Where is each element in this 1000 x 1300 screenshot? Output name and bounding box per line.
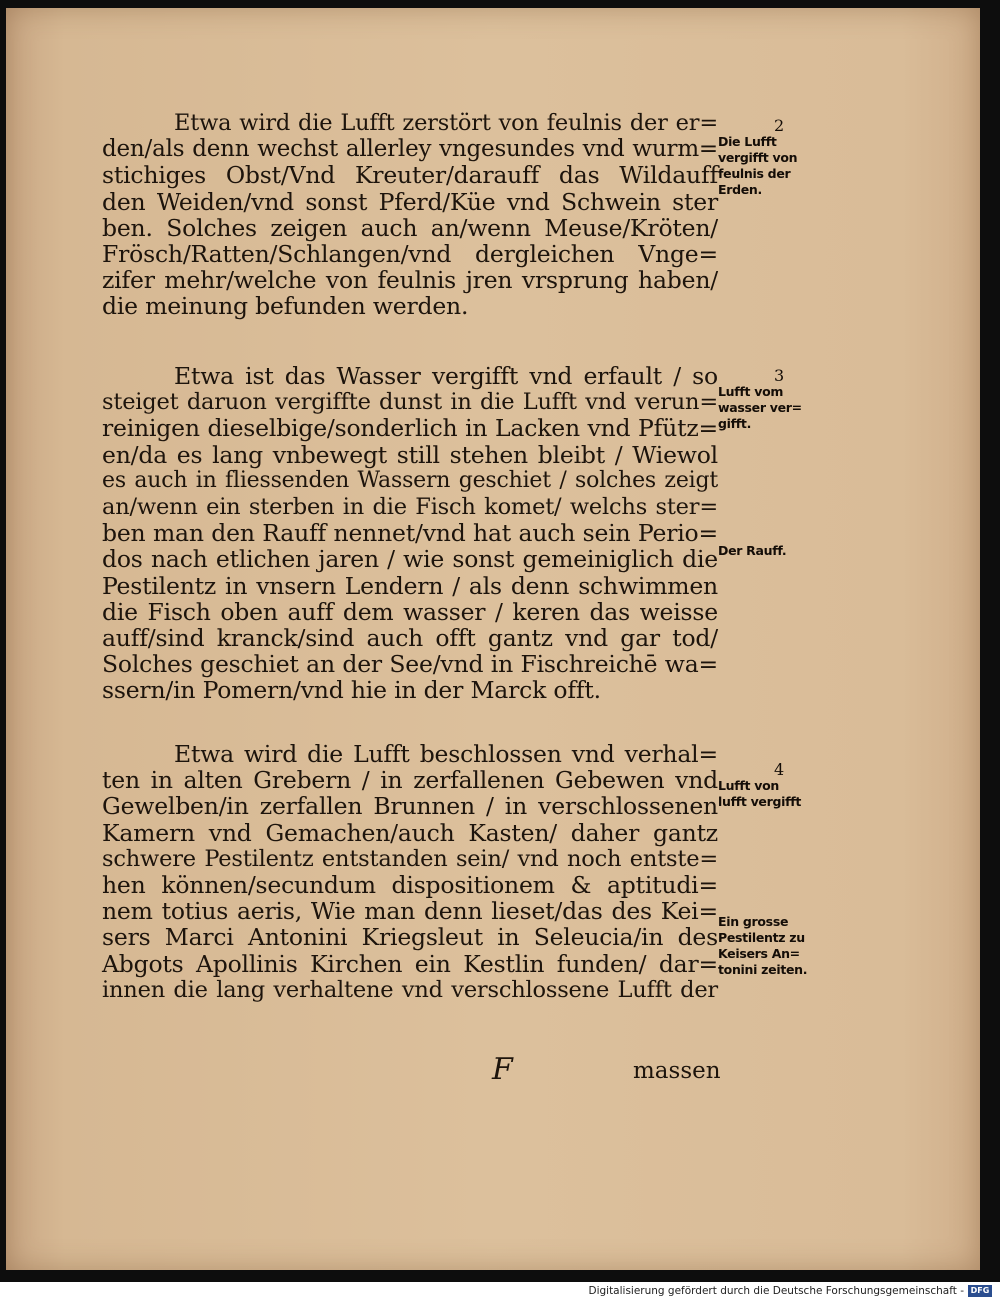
margin-note-4 (718, 762, 840, 810)
paragraph-3 (102, 741, 718, 1003)
margin-note-line: Keisers An= (718, 946, 800, 961)
paragraph-1 (102, 110, 718, 320)
margin-note-line: feulnis der (718, 166, 791, 181)
text-line: zifer mehr/welche von feulnis jren vrsprung haben/ (102, 266, 718, 295)
margin-note-line: wasser ver= (718, 400, 802, 415)
text-line: ssern/in Pomern/vnd hie in der Marck offt. (102, 676, 601, 705)
paragraph-2 (102, 363, 718, 704)
margin-note-line: lufft vergifft (718, 794, 802, 809)
text-line: Etwa wird die Lufft zerstört von feulnis der er= (174, 110, 718, 136)
text-line: ben man den Rauff nennet/vnd hat auch sein Perio= (102, 519, 718, 548)
margin-note-line: Der Rauff. (718, 543, 787, 558)
text-line: den/als denn wechst allerley vngesundes vnd wurm= (102, 136, 718, 163)
text-line: dos nach etlichen jaren / wie sonst gemeiniglich die (102, 545, 718, 574)
margin-note-number: 2 (774, 116, 784, 135)
text-line: Etwa wird die Lufft beschlossen vnd verhal= (174, 740, 718, 768)
margin-note-line: Lufft von (718, 778, 780, 793)
text-line: Abgots Apollinis Kirchen ein Kestlin funden/ dar= (102, 949, 718, 978)
text-line: an/wenn ein sterben in die Fisch komet/ welchs ster= (102, 494, 718, 521)
margin-note-line: Lufft vom (718, 384, 784, 399)
margin-note-line: Die Lufft (718, 134, 777, 149)
catchword: massen (633, 1058, 721, 1084)
signature-mark: F (492, 1052, 513, 1087)
text-line: innen die lang verhaltene vnd verschlossene Lufft der (102, 976, 718, 1003)
text-line: es auch in fliessenden Wassern geschiet / solches zeigt (102, 467, 718, 493)
text-line: steiget daruon vergiffte dunst in die Lufft vnd verun= (102, 389, 718, 416)
text-line: den Weiden/vnd sonst Pferd/Küe vnd Schwein ster (102, 187, 718, 216)
text-line: Gewelben/in zerfallen Brunnen / in verschlossenen (102, 792, 718, 821)
text-line: Solches geschiet an der See/vnd in Fischreichē wa= (102, 650, 718, 679)
margin-note-number: 3 (774, 366, 784, 385)
text-line: schwere Pestilentz entstanden sein/ vnd noch entste= (102, 845, 718, 872)
margin-note-line: tonini zeiten. (718, 962, 808, 977)
margin-note-3 (718, 543, 840, 559)
text-line: ben. Solches zeigen auch an/wenn Meuse/Kröten/ (102, 213, 718, 242)
text-line: nem totius aeris, Wie man denn lieset/das des Kei= (102, 897, 718, 926)
margin-note-line: Pestilentz zu (718, 930, 805, 945)
text-line: Pestilentz in vnsern Lendern / als denn schwimmen (102, 571, 718, 600)
text-line: hen können/secundum dispositionem & aptitudi= (102, 871, 718, 900)
funding-credit: Digitalisierung gefördert durch die Deutsche Forschungsgemeinschaft - (588, 1285, 964, 1297)
margin-note-line: Erden. (718, 182, 762, 197)
margin-note-5 (718, 914, 840, 978)
text-line: ten in alten Grebern / in zerfallenen Gebewen vnd (102, 766, 718, 795)
text-line: Frösch/Ratten/Schlangen/vnd dergleichen Vnge= (102, 240, 718, 269)
text-line: Etwa ist das Wasser vergifft vnd erfault / so (174, 362, 718, 390)
text-line: die Fisch oben auff dem wasser / keren das weisse (102, 597, 718, 626)
text-line: en/da es lang vnbewegt still stehen bleibt / Wiewol (102, 440, 718, 469)
dfg-logo-icon: DFG (968, 1285, 992, 1297)
text-line: die meinung befunden werden. (102, 292, 469, 321)
margin-note-2 (718, 368, 840, 432)
text-line: auff/sind kranck/sind auch offt gantz vnd gar tod/ (102, 624, 718, 653)
margin-note-line: vergifft von (718, 150, 798, 165)
margin-note-number: 4 (774, 760, 784, 779)
text-line: sers Marci Antonini Kriegsleut in Seleucia/in des (102, 923, 718, 952)
text-line: reinigen dieselbige/sonderlich in Lacken vnd Pfütz= (102, 414, 718, 443)
margin-note-line: gifft. (718, 416, 752, 431)
text-line: Kamern vnd Gemachen/auch Kasten/ daher gantz (102, 818, 718, 847)
margin-note-line: Ein grosse (718, 914, 789, 929)
text-line: stichiges Obst/Vnd Kreuter/darauff das Wildauff (102, 161, 718, 190)
margin-note-1 (718, 118, 840, 198)
